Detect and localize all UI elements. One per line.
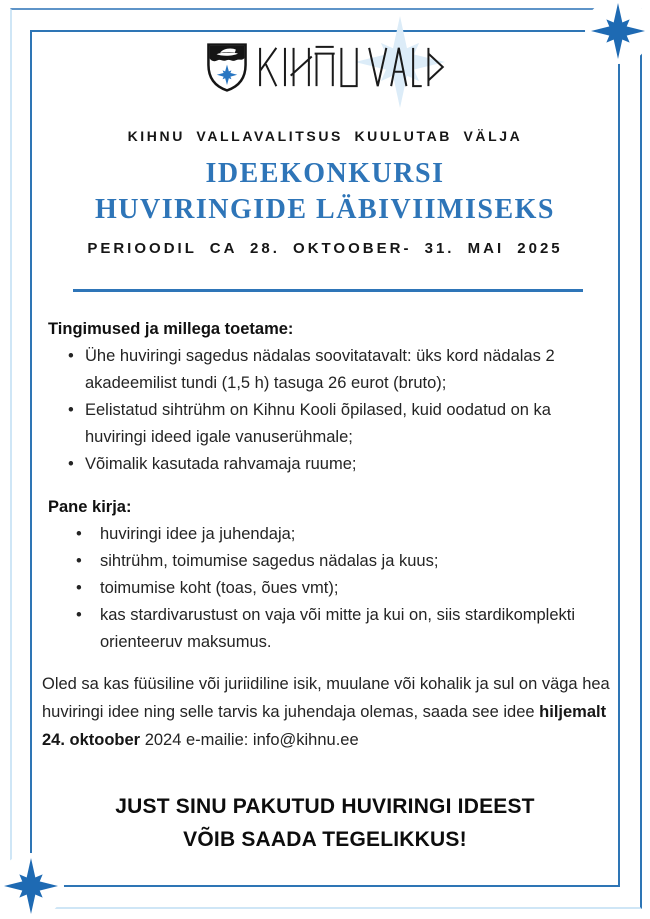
closing-paragraph xyxy=(42,670,614,754)
divider-rule xyxy=(73,289,583,292)
cta-line2: VÕIB SAADA TEGELIKKUS! xyxy=(183,828,467,851)
poster-title-line1: IDEEKONKURSI xyxy=(205,158,445,189)
section-write-down xyxy=(48,494,578,656)
list-item: • Võimalik kasutada rahvamaja ruume; xyxy=(48,451,578,478)
closing-text-before: Oled sa kas füüsiline või juriidiline isik, muulane või kohalik ja sul on väga hea huviringi idee ning selle tarvis ka juhendaja olemas, saada see idee xyxy=(42,675,610,721)
closing-text-after: 2024 e-mailie: info@kihnu.ee xyxy=(140,731,359,749)
list-item: • Eelistatud sihtrühm on Kihnu Kooli õpilased, kuid oodatud on ka huviringi ideed igale vanuserühmale; xyxy=(48,397,578,451)
logo-wordmark xyxy=(255,45,445,89)
list-item: • Ühe huviringi sagedus nädalas soovitatavalt: üks kord nädalas 2 akadeemilist tundi (1,5 h) tasuga 26 eurot (bruto); xyxy=(48,343,578,397)
bullet-list xyxy=(48,343,578,478)
section-conditions xyxy=(48,316,578,478)
compass-star-icon xyxy=(0,850,67,919)
bullet-list xyxy=(48,521,578,656)
poster-title-line2: HUVIRINGIDE LÄBIVIIMISEKS xyxy=(95,194,555,225)
closing-deadline: hiljemalt 24. oktoober xyxy=(42,703,607,749)
section-heading: Pane kirja: xyxy=(48,498,132,516)
cta-line1: JUST SINU PAKUTUD HUVIRINGI IDEEST xyxy=(115,795,535,818)
list-item: • toimumise koht (toas, õues vmt); xyxy=(48,575,578,602)
logo xyxy=(0,42,650,92)
section-heading: Tingimused ja millega toetame: xyxy=(48,320,294,338)
poster-title xyxy=(0,156,650,228)
list-item: • huviringi idee ja juhendaja; xyxy=(48,521,578,548)
kicker-line: KIHNU VALLAVALITSUS KUULUTAB VÄLJA xyxy=(127,128,523,144)
cta xyxy=(0,790,650,856)
list-item: • sihtrühm, toimumise sagedus nädalas ja kuus; xyxy=(48,548,578,575)
kihnu-coat-of-arms-icon xyxy=(206,43,248,92)
period-line: PERIOODIL CA 28. OKTOOBER- 31. MAI 2025 xyxy=(87,240,563,257)
list-item: • kas stardivarustust on vaja või mitte ja kui on, siis stardikomplekti orienteeruv maksumus. xyxy=(48,602,578,656)
